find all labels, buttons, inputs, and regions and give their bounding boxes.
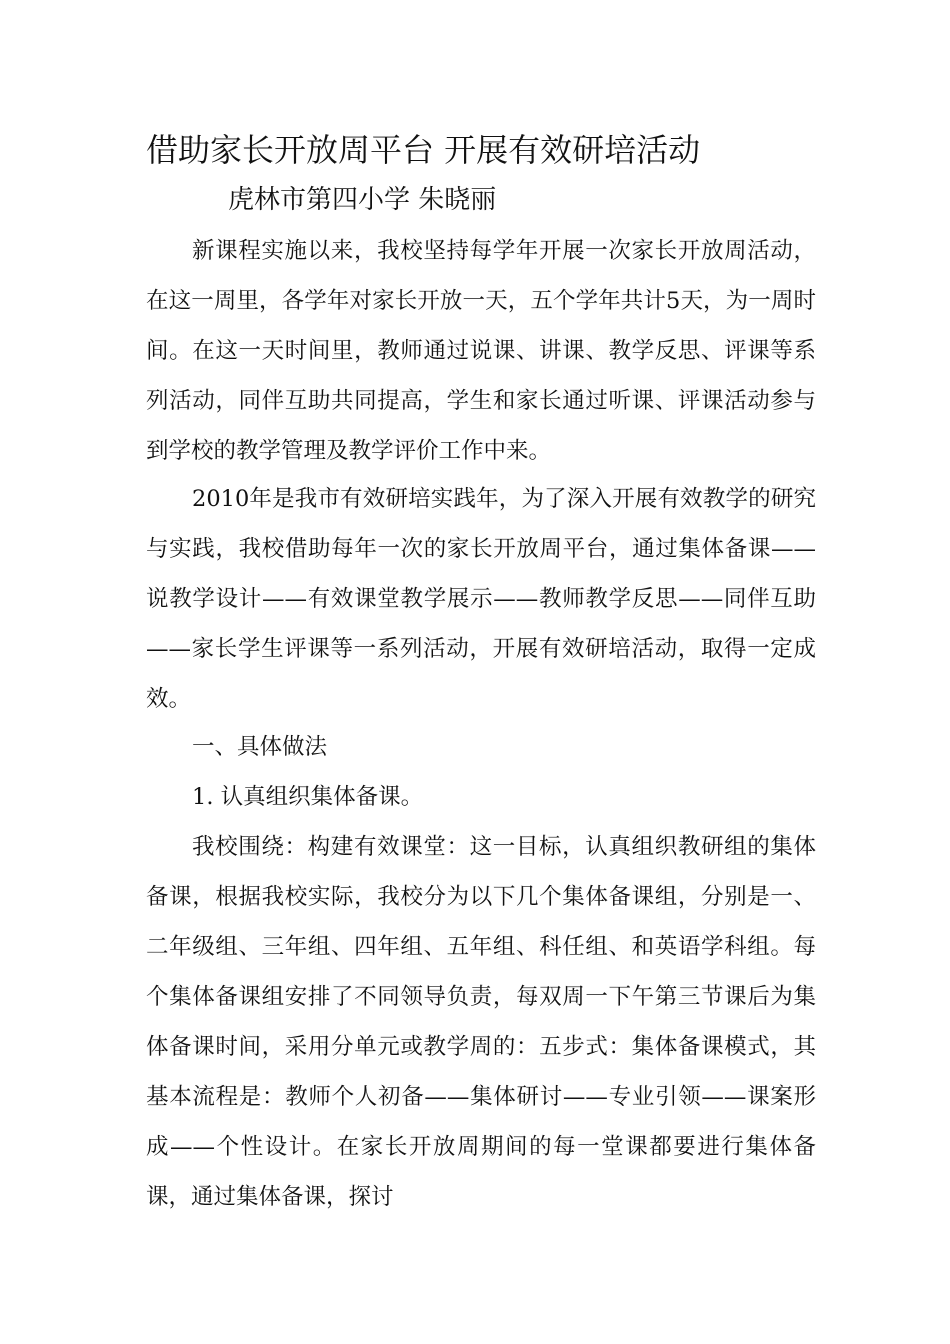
subsection-heading [146, 772, 816, 822]
section-heading [146, 722, 816, 772]
document-title: 借助家长开放周平台 开展有效研培活动 [146, 131, 701, 169]
paragraph-3 [146, 822, 816, 1222]
subsection-heading-text: 1. 认真组织集体备课。 [192, 784, 424, 810]
section-heading-text: 一、具体做法 [192, 734, 328, 760]
paragraph-text: 2010年是我市有效研培实践年，为了深入开展有效教学的研究与实践，我校借助每年一次的家长开放周平台，通过集体备课——说教学设计——有效课堂教学展示——教师教学反思——同伴互助——家长学生评课等一系列活动，开展有效研培活动，取得一定成效。 [146, 486, 816, 712]
paragraph-2 [146, 474, 816, 724]
paragraph-text: 新课程实施以来，我校坚持每学年开展一次家长开放周活动，在这一周里，各学年对家长开放一天，五个学年共计5天，为一周时间。在这一天时间里，教师通过说课、讲课、教学反思、评课等系列活动，同伴互助共同提高，学生和家长通过听课、评课活动参与到学校的教学管理及教学评价工作中来。 [146, 238, 816, 464]
document-author: 虎林市第四小学 朱晓丽 [228, 185, 497, 215]
paragraph-text: 我校围绕：构建有效课堂：这一目标，认真组织教研组的集体备课，根据我校实际，我校分为以下几个集体备课组，分别是一、二年级组、三年组、四年组、五年组、科任组、和英语学科组。每个集体备课组安排了不同领导负责，每双周一下午第三节课后为集体备课时间，采用分单元或教学周的：五步式：集体备课模式，其基本流程是：教师个人初备——集体研讨——专业引领——课案形成——个性设计。在家长开放周期间的每一堂课都要进行集体备课，通过集体备课，探讨 [146, 834, 816, 1210]
paragraph-1 [146, 226, 816, 476]
